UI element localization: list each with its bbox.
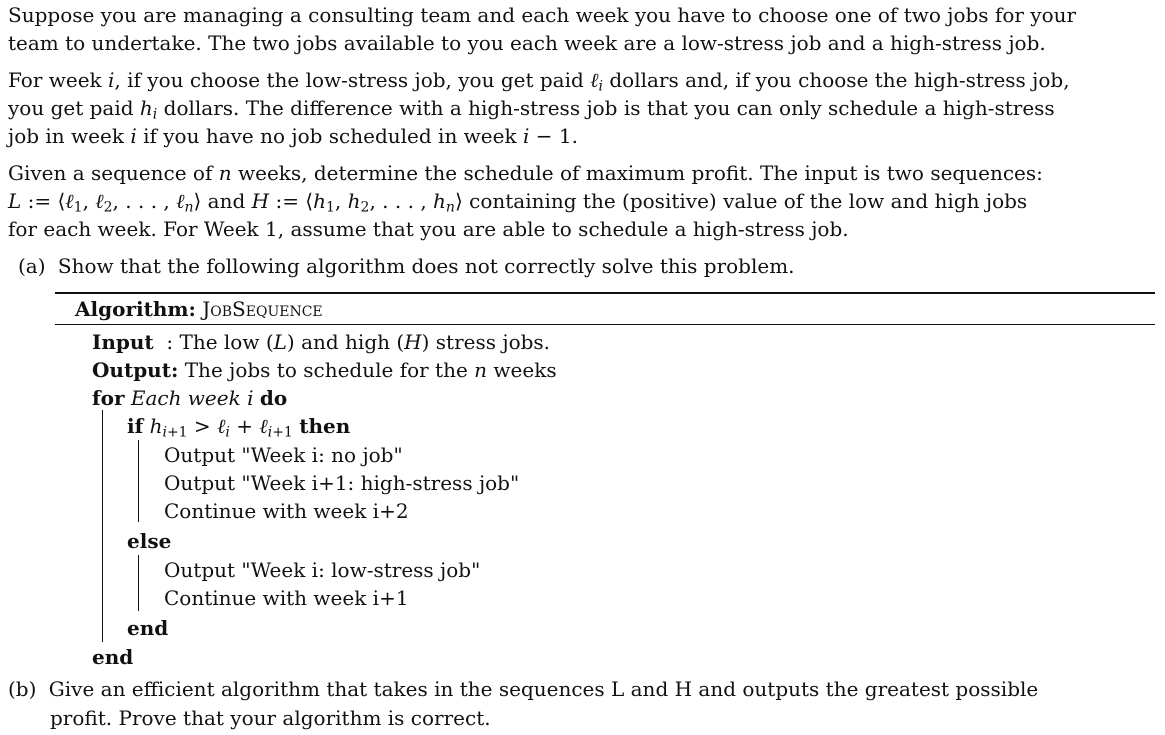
paragraph-1-line-2: team to undertake. The two jobs available to you each week are a low-stress job and a high-stress job. bbox=[8, 31, 1046, 55]
part-b-label: (b) bbox=[8, 677, 37, 701]
algorithm-header-label: Algorithm: bbox=[75, 297, 196, 321]
if-body-line-2: Output "Week i+1: high-stress job" bbox=[164, 471, 520, 495]
part-a-label: (a) bbox=[18, 254, 46, 278]
algorithm-input: Input : The low (L) and high (H) stress jobs. bbox=[92, 330, 551, 354]
if-block-bar bbox=[138, 440, 139, 522]
paragraph-2-line-1: For week i, if you choose the low-stress job, you get paid ℓi dollars and, if you choose the high-stress job, bbox=[8, 68, 1070, 95]
part-b-line-2: profit. Prove that your algorithm is correct. bbox=[50, 706, 491, 730]
algorithm-if: if $hi_{+1}$ > ℓi + ℓi$_{+1}$ then bbox=[127, 414, 351, 441]
paragraph-3-line-2: L := ⟨ℓ$_1$, ℓ$_2$, . . . , ℓn⟩ and H := $⟨h_1$, $h_2$, . . . , hn⟩ containing the (positive) value of the low and high jobs bbox=[8, 189, 1028, 216]
if-body-line-3: Continue with week i+2 bbox=[164, 499, 409, 523]
else-block-bar bbox=[138, 555, 139, 611]
part-a-text: Show that the following algorithm does not correctly solve this problem. bbox=[57, 254, 795, 278]
for-block-bar bbox=[102, 410, 103, 642]
algorithm-end-inner: end bbox=[127, 616, 169, 640]
paragraph-2-line-2: you get paid hi dollars. The difference with a high-stress job is that you can only schedule a high-stress bbox=[8, 96, 1055, 123]
else-body-line-1: Output "Week i: low-stress job" bbox=[164, 558, 481, 582]
algorithm-top-rule bbox=[55, 292, 1155, 294]
part-b-line-1 bbox=[8, 679, 1038, 699]
part-a bbox=[18, 256, 795, 276]
part-b-text-1: Give an efficient algorithm that takes in the sequences L and H and outputs the greatest possible bbox=[48, 677, 1039, 701]
else-body-line-2: Continue with week i+1 bbox=[164, 586, 409, 610]
algorithm-header-rule bbox=[55, 324, 1155, 325]
paragraph-3-line-3: for each week. For Week 1, assume that you are able to schedule a high-stress job. bbox=[8, 217, 849, 241]
paragraph-1-line-1: Suppose you are managing a consulting team and each week you have to choose one of two jobs for your bbox=[8, 3, 1077, 27]
algorithm-end-outer: end bbox=[92, 645, 134, 669]
if-body-line-1: Output "Week i: no job" bbox=[164, 443, 403, 467]
paragraph-3-line-1: Given a sequence of n weeks, determine the schedule of maximum profit. The input is two sequences: bbox=[8, 161, 1043, 185]
paragraph-2-line-3: job in week i if you have no job scheduled in week i − 1. bbox=[8, 124, 578, 148]
algorithm-for: for Each week i do bbox=[92, 386, 288, 410]
algorithm-header bbox=[75, 299, 323, 319]
algorithm-else: else bbox=[127, 529, 172, 553]
algorithm-name: JobSequence bbox=[202, 297, 323, 321]
algorithm-output: Output: The jobs to schedule for the n weeks bbox=[92, 358, 557, 382]
